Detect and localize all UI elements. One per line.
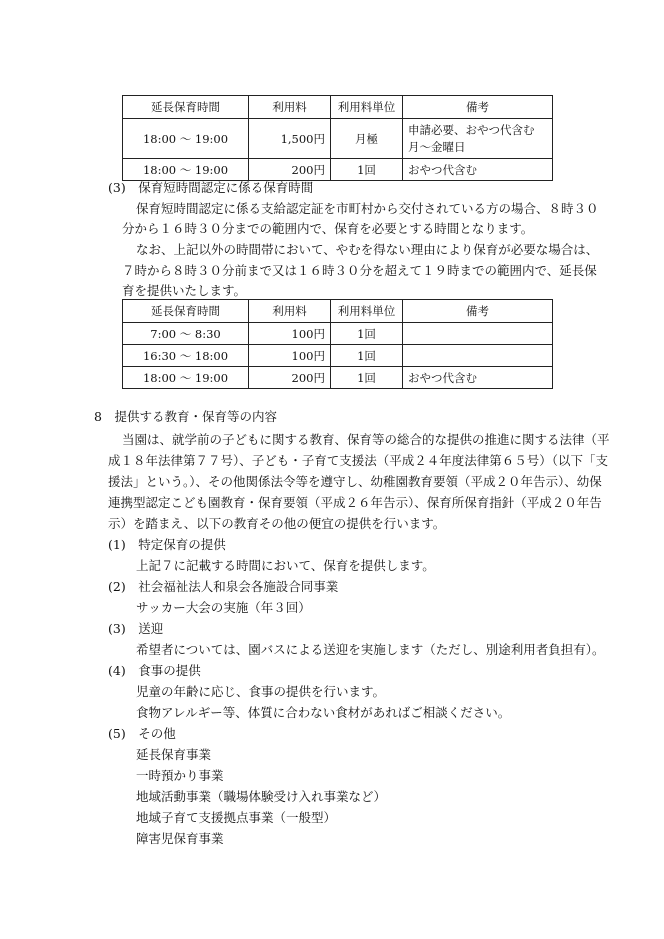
- note-line: 月〜金曜日: [408, 139, 466, 154]
- cell-time: 18:00 〜 19:00: [123, 367, 249, 389]
- cell-note: おやつ代含む: [403, 159, 553, 181]
- header-unit: 利用料単位: [331, 96, 403, 119]
- paragraph-line: 当園は、就学前の子どもに関する教育、保育等の総合的な提供の推進に関する法律（平: [122, 432, 610, 447]
- table-header-row: [123, 96, 553, 119]
- item-line: 食物アレルギー等、体質に合わない食材があればご相談ください。: [136, 705, 511, 720]
- cell-unit: 1回: [331, 345, 403, 367]
- paragraph-line: 示）を踏まえ、以下の教育その他の便宜の提供を行います。: [108, 516, 446, 531]
- paragraph-line: 連携型認定こども園教育・保育要領（平成２６年告示）、保育所保育指針（平成２０年告: [108, 495, 602, 510]
- item-line: 希望者については、園バスによる送迎を実施します（ただし、別途利用者負担有）。: [136, 642, 605, 657]
- paragraph-line: ７時から８時３０分前まで又は１６時３０分を超えて１９時までの範囲内で、延長保: [122, 263, 597, 278]
- cell-note: [403, 345, 553, 367]
- item-line: 地域活動事業（職場体験受け入れ事業など）: [136, 789, 387, 804]
- item-line: 上記７に記載する時間において、保育を提供します。: [136, 558, 435, 573]
- item-line: 一時預かり事業: [136, 768, 224, 783]
- section-8-heading: 8 提供する教育・保育等の内容: [94, 409, 277, 424]
- cell-note: おやつ代含む: [403, 367, 553, 389]
- item-5-heading: (5) その他: [108, 726, 176, 741]
- cell-time: 18:00 〜 19:00: [123, 159, 249, 181]
- table-row: [123, 119, 553, 159]
- section-3-heading: (3) 保育短時間認定に係る保育時間: [108, 180, 314, 195]
- cell-fee: 100円: [249, 323, 331, 345]
- table-header-row: [123, 300, 553, 323]
- cell-unit: 月極: [331, 119, 403, 159]
- item-1-heading: (1) 特定保育の提供: [108, 537, 226, 552]
- header-note: 備考: [403, 300, 553, 323]
- paragraph-line: なお、上記以外の時間帯において、やむを得ない理由により保育が必要な場合は、: [136, 242, 599, 257]
- cell-note: [403, 323, 553, 345]
- paragraph-line: 育を提供いたします。: [122, 283, 247, 298]
- cell-time: 18:00 〜 19:00: [123, 119, 249, 159]
- item-line: サッカー大会の実施（年３回）: [136, 600, 311, 615]
- extended-care-fee-table-1: [122, 95, 553, 181]
- cell-unit: 1回: [331, 159, 403, 181]
- item-2-heading: (2) 社会福祉法人和泉会各施設合同事業: [108, 579, 339, 594]
- cell-time: 7:00 〜 8:30: [123, 323, 249, 345]
- cell-fee: 200円: [249, 159, 331, 181]
- table-row: [123, 323, 553, 345]
- cell-time: 16:30 〜 18:00: [123, 345, 249, 367]
- header-fee: 利用料: [249, 300, 331, 323]
- cell-unit: 1回: [331, 323, 403, 345]
- item-3-heading: (3) 送迎: [108, 621, 164, 636]
- item-line: 障害児保育事業: [136, 831, 224, 846]
- cell-note: [403, 119, 553, 159]
- header-note: 備考: [403, 96, 553, 119]
- cell-fee: 200円: [249, 367, 331, 389]
- item-4-heading: (4) 食事の提供: [108, 663, 201, 678]
- paragraph-line: 成１８年法律第７７号）、子ども・子育て支援法（平成２４年度法律第６５号）（以下「支: [108, 453, 609, 468]
- cell-fee: 100円: [249, 345, 331, 367]
- header-unit: 利用料単位: [331, 300, 403, 323]
- paragraph-line: 保育短時間認定に係る支給認定証を市町村から交付されている方の場合、８時３０: [136, 201, 599, 216]
- cell-unit: 1回: [331, 367, 403, 389]
- paragraph-line: 分から１６時３０分までの範囲内で、保育を必要とする時間となります。: [122, 221, 534, 236]
- cell-fee: 1,500円: [249, 119, 331, 159]
- item-line: 延長保育事業: [136, 747, 212, 762]
- note-line: 申請必要、おやつ代含む: [408, 122, 535, 137]
- header-time: 延長保育時間: [123, 300, 249, 323]
- header-fee: 利用料: [249, 96, 331, 119]
- table-row: [123, 345, 553, 367]
- table-row: [123, 159, 553, 181]
- paragraph-line: 援法」という。）、その他関係法令等を遵守し、幼稚園教育要領（平成２０年告示）、幼保: [108, 474, 602, 489]
- extended-care-fee-table-2: [122, 299, 553, 389]
- header-time: 延長保育時間: [123, 96, 249, 119]
- table-row: [123, 367, 553, 389]
- item-line: 地域子育て支援拠点事業（一般型）: [136, 810, 337, 825]
- item-line: 児童の年齢に応じ、食事の提供を行います。: [136, 684, 386, 699]
